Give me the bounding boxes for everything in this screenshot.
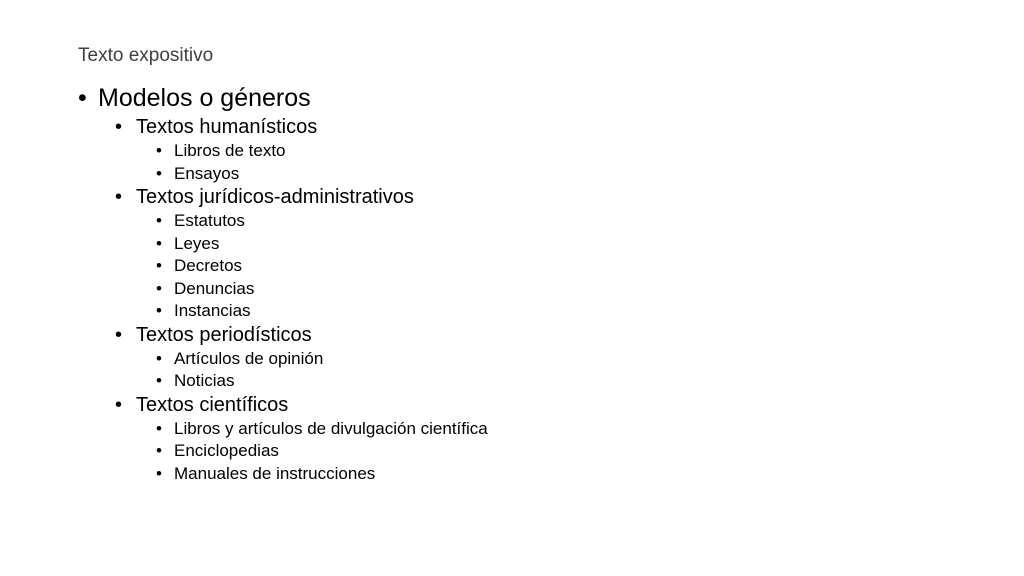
bullet-level-3 — [78, 255, 978, 278]
bullet-level-2 — [78, 185, 978, 210]
slide-title: Texto expositivo — [78, 45, 214, 66]
main-point-text: Modelos o géneros — [98, 84, 311, 112]
list-item-text: Noticias — [174, 371, 235, 390]
bullet-icon: • — [115, 116, 123, 138]
bullet-level-2 — [78, 393, 978, 418]
bullet-icon: • — [78, 84, 87, 112]
bullet-level-3 — [78, 140, 978, 163]
bullet-level-1 — [78, 82, 978, 115]
bullet-level-3 — [78, 278, 978, 301]
bullet-level-3 — [78, 233, 978, 256]
group-label: Textos humanísticos — [136, 116, 318, 138]
bullet-icon: • — [156, 256, 162, 275]
bullet-level-3 — [78, 210, 978, 233]
bullet-icon: • — [156, 233, 162, 253]
bullet-icon: • — [156, 163, 162, 183]
bullet-icon: • — [156, 441, 162, 460]
list-item-text: Estatutos — [174, 211, 245, 230]
group-label: Textos periodísticos — [136, 323, 312, 346]
list-item-text: Libros y artículos de divulgación científica — [174, 418, 488, 438]
group-label: Textos jurídicos-administrativos — [136, 186, 414, 208]
list-item-text: Enciclopedias — [174, 441, 279, 460]
bullet-list — [78, 82, 978, 485]
bullet-level-3 — [78, 348, 978, 371]
list-item-text: Decretos — [174, 256, 243, 275]
bullet-icon: • — [156, 301, 162, 320]
bullet-icon: • — [156, 463, 162, 483]
list-item-text: Libros de texto — [174, 141, 286, 160]
list-item-text: Manuales de instrucciones — [174, 463, 376, 483]
list-item-text: Instancias — [174, 301, 251, 320]
bullet-icon: • — [115, 393, 123, 416]
bullet-level-3 — [78, 418, 978, 441]
bullet-level-3 — [78, 300, 978, 323]
bullet-icon: • — [156, 278, 162, 298]
bullet-level-3 — [78, 440, 978, 463]
bullet-level-3 — [78, 370, 978, 393]
bullet-level-2 — [78, 115, 978, 140]
list-item-text: Leyes — [174, 233, 220, 253]
bullet-icon: • — [156, 211, 162, 230]
bullet-icon: • — [115, 323, 123, 346]
group-label: Textos científicos — [136, 393, 289, 416]
bullet-level-3 — [78, 463, 978, 486]
bullet-icon: • — [115, 186, 123, 208]
list-item-text: Ensayos — [174, 163, 240, 183]
bullet-level-2 — [78, 323, 978, 348]
bullet-icon: • — [156, 371, 162, 390]
bullet-icon: • — [156, 418, 162, 438]
bullet-icon: • — [156, 348, 162, 368]
bullet-icon: • — [156, 141, 162, 160]
list-item-text: Artículos de opinión — [174, 348, 324, 368]
bullet-level-3 — [78, 163, 978, 186]
list-item-text: Denuncias — [174, 278, 255, 298]
